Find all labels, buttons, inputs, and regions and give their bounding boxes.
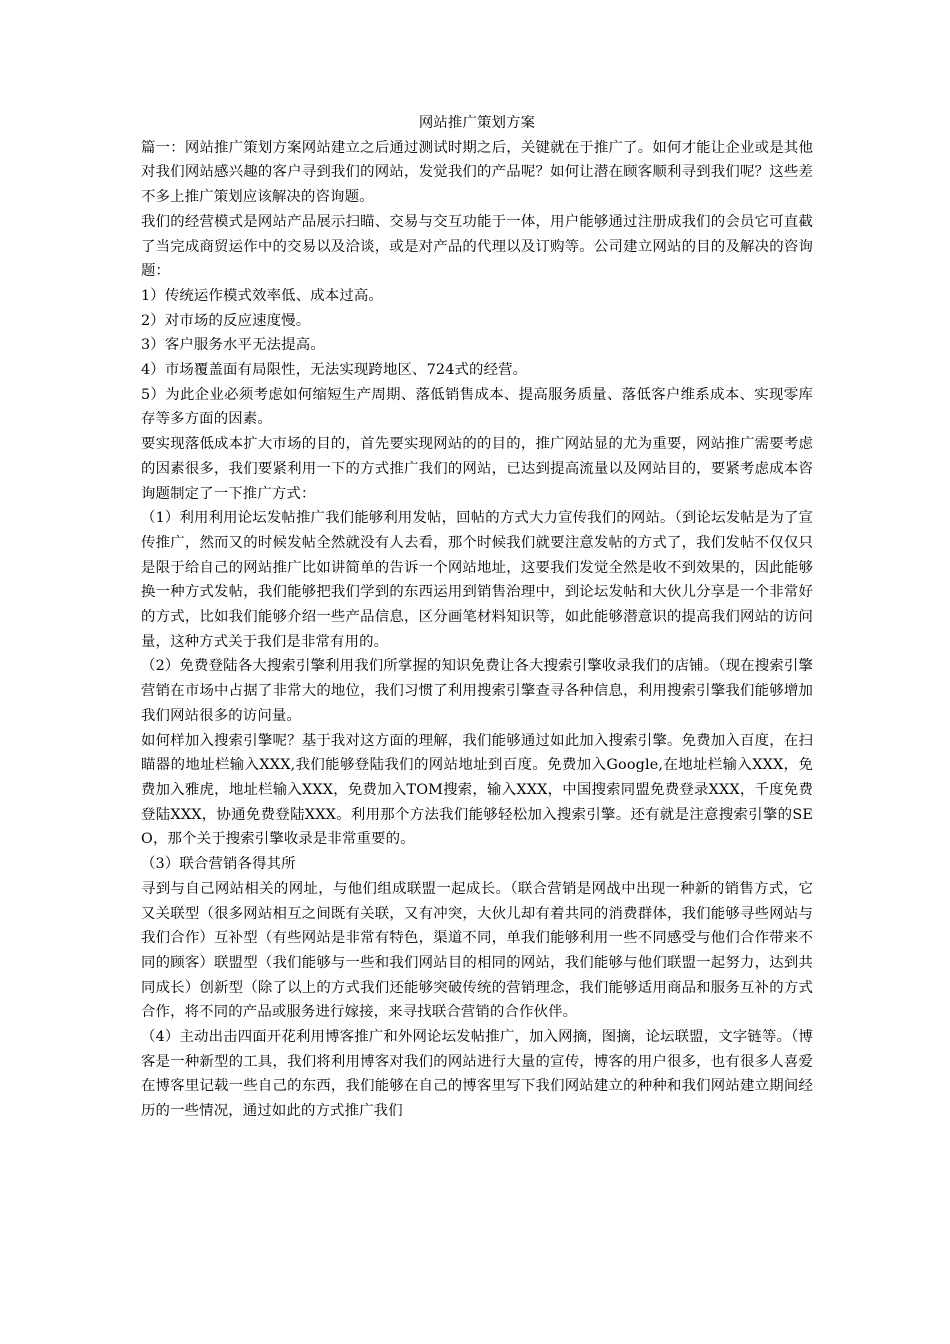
paragraph-business-model: 我们的经营模式是网站产品展示扫瞄、交易与交互功能于一体，用户能够通过注册成我们的会员它可直截了当完成商贸运作中的交易以及洽谈，或是对产品的代理以及订购等。公司建立网站的目的及解决的咨询题：	[141, 213, 813, 280]
paragraph-search-engine: （2）免费登陆各大搜索引擎利用我们所掌握的知识免费让各大搜索引擎收录我们的店铺。（现在搜索引擎营销在市场中占据了非常大的地位，我们习惯了利用搜索引擎查寻各种信息，利用搜索引擎我们能够增加我们网站很多的访问量。	[141, 658, 813, 724]
paragraph-search-engine-howto: 如何样加入搜索引擎呢？基于我对这方面的理解，我们能够通过如此加入搜索引擎。免费加入百度，在扫瞄器的地址栏输入XXX,我们能够登陆我们的网站地址到百度。免费加入Google,在地址栏输入XXX，免费加入雅虎，地址栏输入XXX，免费加入TOM搜索，输入XXX，中国搜索同盟免费登录XXX，千度免费登陆XXX，协通免费登陆XXX。利用那个方法我们能够轻松加入搜索引擎。还有就是注意搜索引擎的SEO，那个关于搜索引擎收录是非常重要的。	[141, 732, 813, 848]
heading-joint-marketing: （3）联合营销各得其所	[141, 856, 296, 873]
paragraph-goals: 要实现落低成本扩大市场的目的，首先要实现网站的的目的，推广网站显的尤为重要，网站推广需要考虑的因素很多，我们要紧利用一下的方式推广我们的网站，已达到提高流量以及网站目的，要紧考虑成本咨询题制定了一下推广方式：	[141, 436, 813, 502]
paragraph-joint-marketing: 寻到与自己网站相关的网址，与他们组成联盟一起成长。（联合营销是网战中出现一种新的销售方式，它又关联型（很多网站相互之间既有关联，又有冲突，大伙儿却有着共同的消费群体，我们能够寻些网站与我们合作）互补型（有些网站是非常有特色，渠道不同，单我们能够利用一些不同感受与他们合作带来不同的顾客）联盟型（我们能够与一些和我们网站目的相同的网站，我们能够与他们联盟一起努力，达到共同成长）创新型（除了以上的方式我们还能够突破传统的营销理念，我们能够适用商品和服务互补的方式合作，将不同的产品或服务进行嫁接，来寻找联合营销的合作伙伴。	[141, 880, 813, 1021]
document-body	[141, 111, 813, 1124]
list-item-5: 5）为此企业必须考虑如何缩短生产周期、落低销售成本、提高服务质量、落低客户维系成本、实现零库存等多方面的因素。	[141, 386, 813, 428]
list-item-3: 3）客户服务水平无法提高。	[141, 337, 325, 354]
list-item-1: 1）传统运作模式效率低、成本过高。	[141, 287, 383, 304]
paragraph-blog-promotion: （4）主动出击四面开花利用博客推广和外网论坛发帖推广，加入网摘，图摘，论坛联盟，文字链等。（博客是一种新型的工具，我们将利用博客对我们的网站进行大量的宣传，博客的用户很多，也有很多人喜爱在博客里记载一些自己的东西，我们能够在自己的博客里写下我们网站建立的种种和我们网站建立期间经历的一些情况，通过如此的方式推广我们	[141, 1029, 813, 1120]
paragraph-intro: 篇一：网站推广策划方案网站建立之后通过测试时期之后，关键就在于推广了。如何才能让企业或是其他对我们网站感兴趣的客户寻到我们的网站，发觉我们的产品呢？如何让潜在顾客顺利寻到我们呢？这些差不多上推广策划应该解决的咨询题。	[141, 139, 813, 206]
document-title: 网站推广策划方案	[418, 115, 536, 131]
paragraph-forum-promotion: （1）利用利用论坛发帖推广我们能够利用发帖，回帖的方式大力宣传我们的网站。（到论坛发帖是为了宣传推广，然而又的时候发帖全然就没有人去看，那个时候我们就要注意发帖的方式了，我们发帖不仅仅只是限于给自己的网站推广比如讲简单的告诉一个网站地址，这要我们发觉全然是收不到效果的，因此能够换一种方式发帖，我们能够把我们学到的东西运用到销售治理中，到论坛发帖和大伙儿分享是一个非常好的方式，比如我们能够介绍一些产品信息，区分画笔材料知识等，如此能够潜意识的提高我们网站的访问量，这种方式关于我们是非常有用的。	[141, 510, 813, 650]
list-item-2: 2）对市场的反应速度慢。	[141, 312, 311, 329]
list-item-4: 4）市场覆盖面有局限性，无法实现跨地区、724式的经营。	[141, 362, 528, 379]
